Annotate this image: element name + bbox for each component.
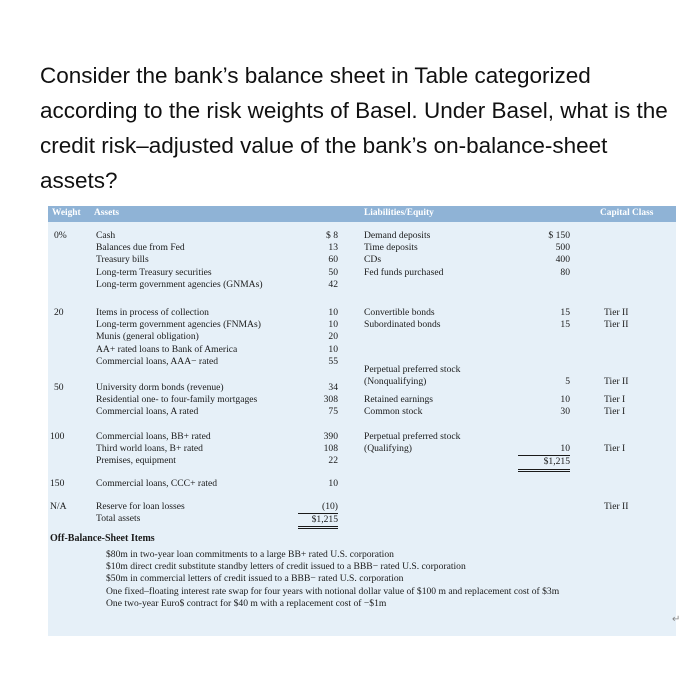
capital-20 <box>604 307 628 331</box>
amounts-0 <box>298 230 338 291</box>
asset-item: AA+ rated loans to Bank of America <box>96 343 238 355</box>
liability-total: $1,215 <box>518 456 570 471</box>
asset-total: $1,215 <box>298 514 338 529</box>
weight-50: 50 <box>54 382 64 393</box>
asset-item: Commercial loans, A rated <box>96 406 199 418</box>
asset-amount: 50 <box>328 266 338 278</box>
asset-item: Total assets <box>96 513 141 525</box>
asset-amount: 10 <box>328 319 338 331</box>
weight-0: 0% <box>54 230 67 241</box>
amounts-na <box>298 501 338 529</box>
liability-item: Time deposits <box>364 242 418 254</box>
capital-class <box>604 431 625 443</box>
capital-100 <box>604 431 625 455</box>
weight-na: N/A <box>50 501 67 512</box>
asset-amount: 22 <box>328 455 338 467</box>
asset-amount: 10 <box>328 343 338 355</box>
assets-100 <box>96 431 211 468</box>
liability-amount: 30 <box>560 406 570 418</box>
asset-amount: 108 <box>323 443 338 455</box>
weight-150: 150 <box>50 478 65 489</box>
return-arrow-icon: ↵ <box>672 614 681 625</box>
off-balance-items <box>106 549 559 610</box>
off-balance-item: One fixed–floating interest rate swap for four years with notional dollar value of $100 m and replacement cost of $3m <box>106 585 560 597</box>
asset-item: Commercial loans, CCC+ rated <box>96 478 218 489</box>
liability-item: (Nonqualifying) <box>364 376 427 388</box>
asset-item: Long-term government agencies (GNMAs) <box>96 278 263 290</box>
weight-20: 20 <box>54 307 64 318</box>
asset-item: University dorm bonds (revenue) <box>96 382 224 393</box>
assets-0 <box>96 230 263 291</box>
header-capital-class: Capital Class <box>600 208 654 218</box>
asset-item: Cash <box>96 230 116 241</box>
asset-item: Items in process of collection <box>96 307 209 318</box>
capital-class: Tier I <box>604 394 626 406</box>
asset-amount: 390 <box>323 431 338 442</box>
liability-item: Subordinated bonds <box>364 319 441 331</box>
liability-amount <box>518 431 570 443</box>
off-balance-item: $80m in two-year loan commitments to a large BB+ rated U.S. corporation <box>106 549 394 560</box>
amounts-20 <box>298 307 338 368</box>
amounts-150 <box>298 478 338 490</box>
asset-amount: 308 <box>323 394 338 406</box>
liab-amounts-100 <box>518 431 570 472</box>
liability-item: Retained earnings <box>364 394 433 406</box>
liabilities-0 <box>364 230 443 279</box>
liability-item <box>364 382 433 394</box>
asset-amount: 10 <box>328 307 338 318</box>
liabilities-100 <box>364 431 460 455</box>
asset-item: Commercial loans, AAA− rated <box>96 355 219 367</box>
asset-item: Long-term Treasury securities <box>96 266 212 278</box>
capital-class: Tier I <box>604 406 626 418</box>
off-balance-item: One two-year Euro$ contract for $40 m with a replacement cost of −$1m <box>106 597 387 609</box>
liability-item: Perpetual preferred stock <box>364 431 461 442</box>
liability-item: CDs <box>364 254 382 266</box>
capital-class: Tier II <box>604 376 629 388</box>
capital-class: Tier II <box>604 319 629 331</box>
weight-100: 100 <box>50 431 65 442</box>
off-balance-title: Off-Balance-Sheet Items <box>50 533 155 544</box>
asset-amount: 55 <box>328 355 338 367</box>
question-text: Consider the bank’s balance sheet in Table categorized according to the risk weights of Basel. Under Basel, what is the credit risk–adjusted value of the bank’s on-balance-sheet assets? <box>40 63 668 193</box>
asset-item: Long-term government agencies (FNMAs) <box>96 319 261 331</box>
liability-amount: 500 <box>555 242 570 254</box>
asset-amount: 34 <box>328 382 338 393</box>
asset-amount: 75 <box>328 406 338 418</box>
asset-item: Residential one- to four-family mortgages <box>96 394 258 406</box>
assets-150 <box>96 478 217 490</box>
balance-sheet-table <box>48 206 676 636</box>
liab-amounts-50 <box>518 382 570 419</box>
liab-amounts-0 <box>518 230 570 279</box>
asset-item: Balances due from Fed <box>96 242 185 254</box>
liability-amount: 80 <box>560 266 570 278</box>
capital-class <box>604 364 628 376</box>
asset-amount: (10) <box>298 501 338 514</box>
liability-amount: 15 <box>560 319 570 331</box>
header-liabilities: Liabilities/Equity <box>364 208 434 218</box>
liabilities-50 <box>364 382 433 419</box>
off-balance-item: $50m in commercial letters of credit issued to a BBB− rated U.S. corporation <box>106 573 404 585</box>
liabilities-20 <box>364 307 440 331</box>
asset-amount: $ 8 <box>326 230 338 241</box>
liability-amount: 5 <box>565 376 570 388</box>
header-weight: Weight <box>52 208 81 218</box>
liability-item: Demand deposits <box>364 230 431 241</box>
liability-amount: $ 150 <box>548 230 570 241</box>
capital-class: Tier II <box>604 501 629 512</box>
liability-item: Convertible bonds <box>364 307 435 318</box>
asset-item: Third world loans, B+ rated <box>96 443 203 455</box>
liab-amounts-20 <box>518 307 570 331</box>
off-balance-item: $10m direct credit substitute standby letters of credit issued to a BBB− rated U.S. corporation <box>106 561 466 573</box>
asset-item: Reserve for loan losses <box>96 501 185 512</box>
capital-class <box>604 382 625 394</box>
liability-item: Fed funds purchased <box>364 266 444 278</box>
asset-amount: 60 <box>328 254 338 266</box>
asset-amount: 13 <box>328 242 338 254</box>
asset-amount: 10 <box>328 478 338 489</box>
liability-item: (Qualifying) <box>364 443 412 455</box>
asset-item: Commercial loans, BB+ rated <box>96 431 211 442</box>
table-header <box>48 206 676 222</box>
liability-item: Common stock <box>364 406 423 418</box>
liability-amount: 10 <box>560 394 570 406</box>
header-assets: Assets <box>94 208 119 218</box>
liability-amount: 15 <box>560 307 570 318</box>
capital-class: Tier II <box>604 307 629 318</box>
assets-50 <box>96 382 257 419</box>
asset-amount: 20 <box>328 331 338 343</box>
liability-amount <box>518 364 570 376</box>
liability-amount: 10 <box>518 443 570 456</box>
assets-na <box>96 501 185 525</box>
liability-amount: 400 <box>555 254 570 266</box>
amounts-100 <box>298 431 338 468</box>
asset-amount: 42 <box>328 278 338 290</box>
capital-class: Tier I <box>604 443 626 455</box>
asset-item: Treasury bills <box>96 254 149 266</box>
asset-item: Munis (general obligation) <box>96 331 199 343</box>
capital-na <box>604 501 628 513</box>
capital-50 <box>604 382 625 419</box>
assets-20 <box>96 307 261 368</box>
liability-amount <box>518 382 570 394</box>
liability-item: Perpetual preferred stock <box>364 364 461 375</box>
asset-item: Premises, equipment <box>96 455 176 467</box>
amounts-50 <box>298 382 338 419</box>
